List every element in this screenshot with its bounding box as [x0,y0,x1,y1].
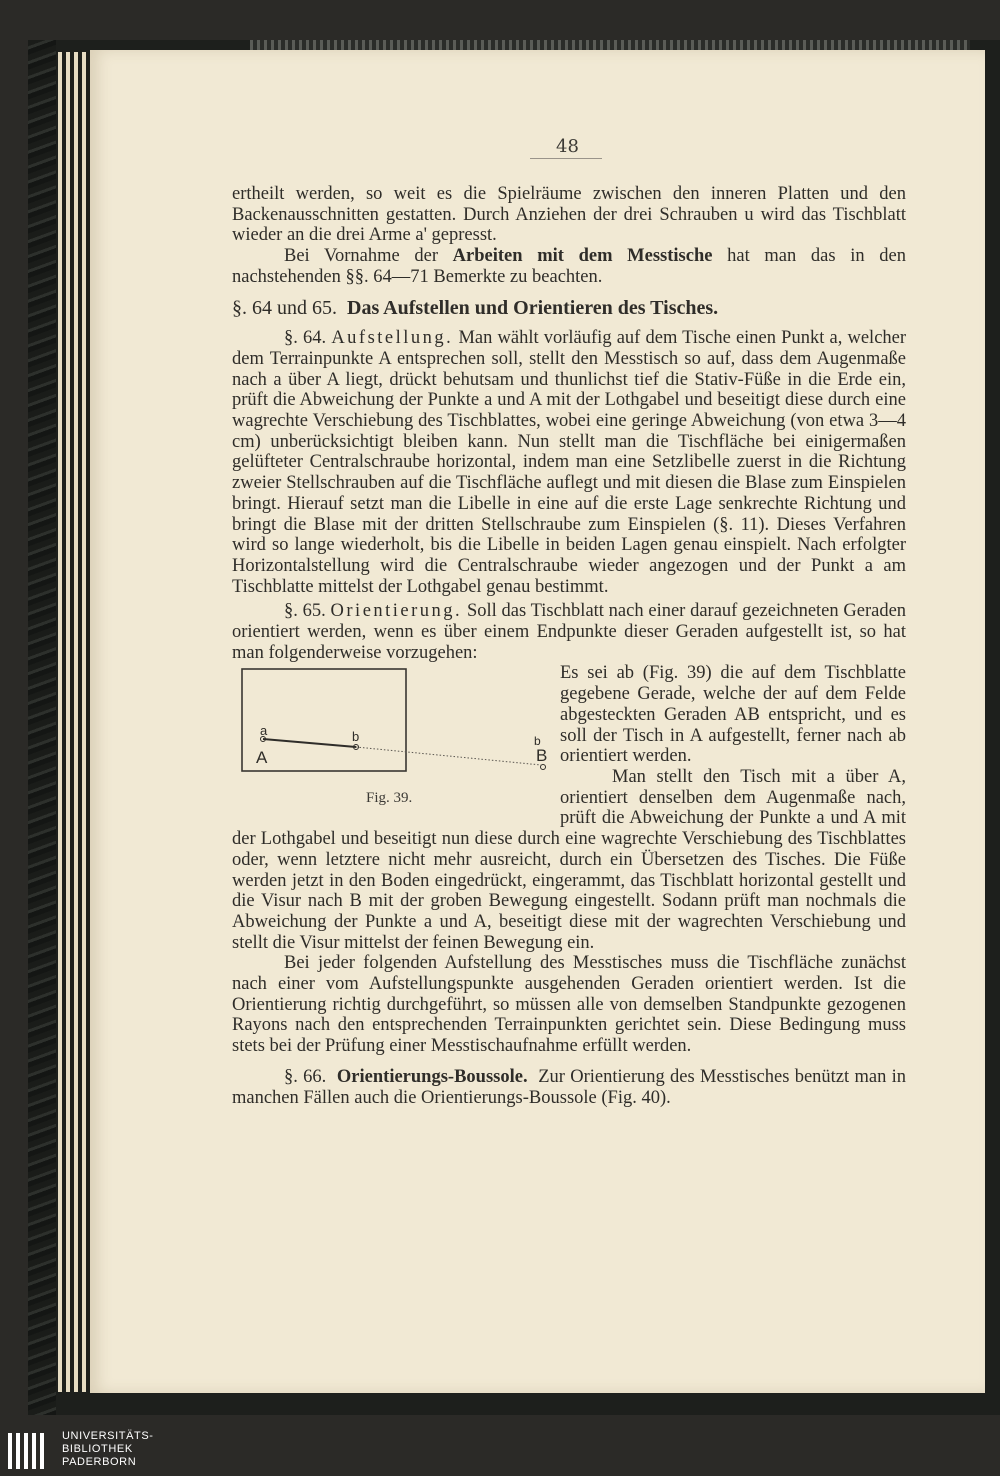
page-number: 48 [556,136,579,157]
library-line: BIBLIOTHEK [62,1443,133,1455]
library-line: PADERBORN [62,1456,137,1468]
headband [250,40,970,50]
sight-line [356,747,541,765]
text: Soll das Tischblatt nach einer darauf gezeichneten Geraden orientiert werden, wenn es über einem Endpunkte dieser Geraden aufgestellt ist, so hat man folgenderweise vorzugehen: [232,601,907,663]
page-edge [82,52,86,1392]
bold-text: Arbeiten mit dem Messtische [452,246,713,267]
figure-39 [236,667,552,813]
text: Zur Orientierung des Messtisches benützt man in manchen Fällen auch die Orientierungs-Boussole (Fig. 40). [232,1066,907,1108]
section-title: Das Aufstellen und Orientieren des Tisches. [347,296,719,319]
label-b: b [352,729,360,745]
page-edge [58,52,62,1392]
label-a: a [260,723,268,739]
label-B: B [536,746,548,766]
paragraph: ertheilt werden, so weit es die Spielräume zwischen den inneren Platten und den Backenausschnitten gestatten. Durch Anziehen der drei Schrauben u wird das Tischblatt wieder an die drei Arme a' gepresst. [232,184,906,246]
section-label: §. 65. [284,601,326,622]
line-ab [263,739,356,747]
paragraph-66 [232,1067,906,1108]
paragraph-jeder: Bei jeder folgenden Aufstellung des Messtisches muss die Tischfläche zunächst nach einer vom Aufstellungspunkte ausgehenden Geraden orientiert werden. Ist die Orientierung richtig durchgeführt, so müssen alle von demselben Standpunkte gezogenen Rayons nach den entsprechenden Terrainpunkten gerichtet sein. Diese Bedingung muss stets bei der Prüfung einer Messtischaufnahme erfüllt werden. [232,953,906,1057]
figure-caption: Fig. 39. [366,790,413,807]
paragraph-65-cont2: Man stellt den Tisch mit a über A, orientiert denselben dem Augenmaße nach, prüft die Abweichung der Punkte a und A mit der Lothgabel und beseitigt nun diese durch eine wagrechte Verschiebung des Tischblattes oder, wenn letztere nicht mehr ausreicht, durch ein Übersetzen des Tisches. Die Füße werden jetzt in den Boden eingedrückt, eingerammt, das Tischblatt horizontal gestellt und die Visur nach B mit der groben Bewegung eingestellt. Sodann prüft man nochmals die Abweichung der Punkte a und A, beseitigt diese mit der wagrechten Verschiebung und stellt die Visur mittelst der feinen Bewegung ein. [232,766,906,953]
marbled-cover-edge [28,40,56,1415]
text: Bei Vornahme der [284,246,453,267]
text: hat man das in den nachstehenden §§. 64—71 Bemerkte zu beachten. [232,246,906,287]
paragraph [232,246,906,287]
label-A: A [256,748,268,768]
section-number: §. 64 und 65. [232,296,337,319]
page-edge [74,52,78,1392]
text: Man wählt vorläufig auf dem Tische einen Punkt a, welcher dem Terrainpunkte A entsprechen soll, stellt den Messtisch so auf, dass dem Augenmaße nach a über A liegt, drückt behutsam und thunlichst tief die Stativ-Füße in die Erde ein, prüft die Abweichung der Punkte a und A mit der Lothgabel und beseitigt diese durch eine wagrechte Verschiebung des Tischblattes, wobei eine geringe Abweichung (von etwa 3—4 cm) unberücksichtigt bleiben kann. Nun stellt man die Tischfläche bei einigermaßen gelüfteter Centralschraube horizontal, indem man eine Setzlibelle zuerst in die Richtung zweier Stellschrauben auf die Tischfläche auflegt und mit diesen die Blase zum Einspielen bringt. Hierauf setzt man die Libelle in eine auf die erste Lage senkrechte Richtung und bringt die Blase mit der dritten Stellschraube zum Einspielen (§. 11). Dieses Verfahren wird so lange wiederholt, bis die Libelle in beiden Lagen genau einspielt. Nach erfolgter Horizontalstellung wird die Centralschraube wieder angezogen und der Punkt a am Tischblatte mittelst der Lothgabel genau bestimmt. [232,328,907,597]
section-label: §. 66. [284,1066,327,1087]
label-b-far: b [534,734,541,749]
section-title: Orientierungs-Boussole. [336,1066,528,1087]
page-edge [66,52,70,1392]
paragraph-64 [232,328,906,597]
section-heading [232,298,906,319]
library-logo-icon [6,1431,52,1471]
paragraph-65 [232,601,906,663]
section-label: §. 64. [284,328,327,349]
library-line: UNIVERSITÄTS- [62,1430,154,1442]
spaced-term: Orientierung. [330,601,463,622]
library-name [62,1430,154,1469]
spaced-term: Aufstellung. [331,328,454,349]
page-body [232,184,906,1108]
page-number-rule [530,158,602,159]
paragraph-65-cont: Es sei ab (Fig. 39) die auf dem Tischblatte gegebene Gerade, welche der auf dem Felde abgesteckten Geraden AB entspricht, und es soll der Tisch in A aufgestellt, ferner nach ab orientiert werden. [560,663,906,767]
point-B [541,765,546,770]
